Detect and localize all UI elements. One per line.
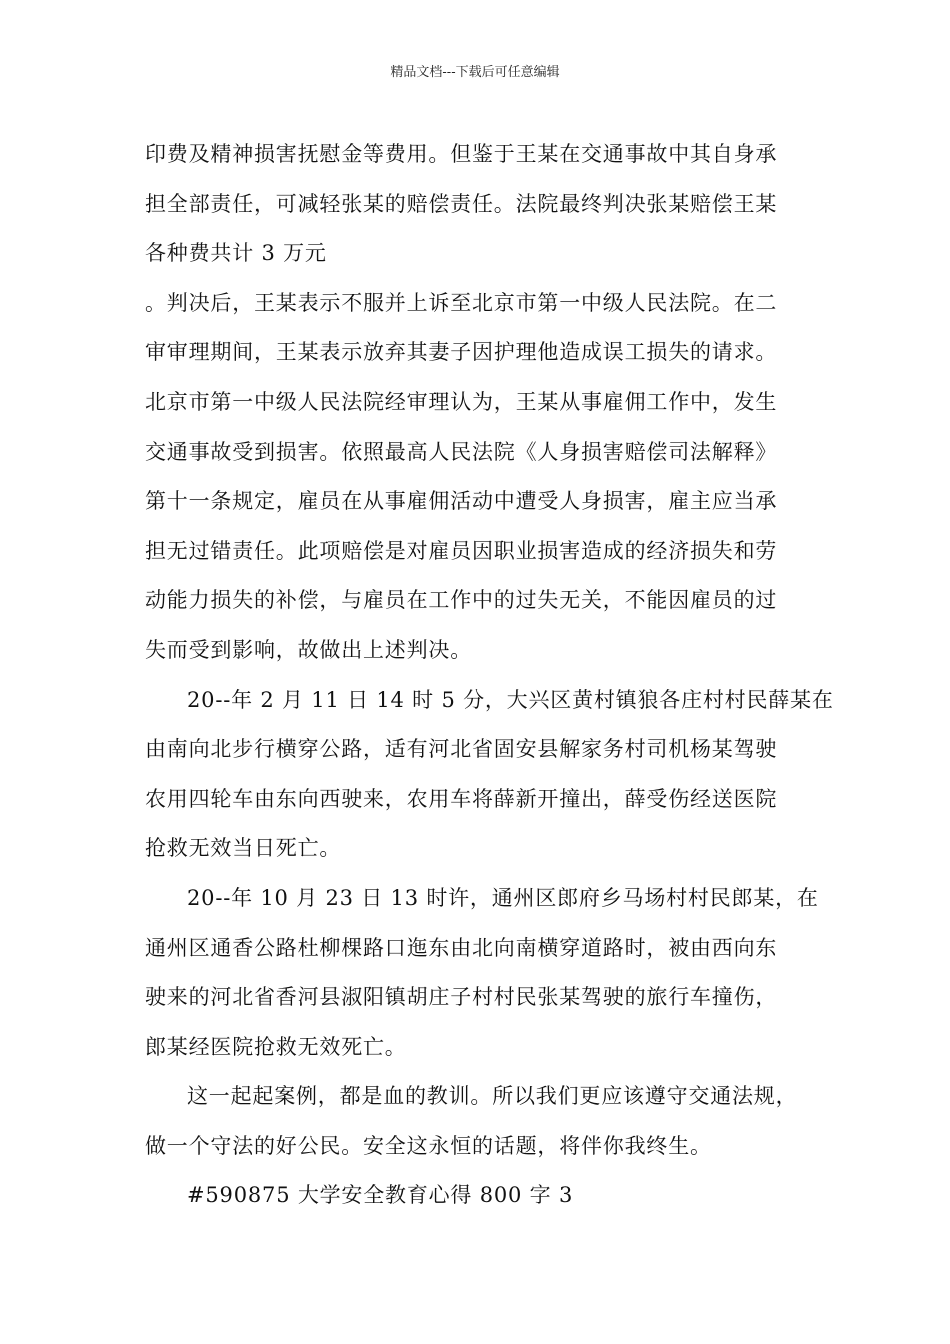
text-line: 由南向北步行横穿公路，适有河北省固安县解家务村司机杨某驾驶 xyxy=(145,737,778,762)
text-line: 失而受到影响，故做出上述判决。 xyxy=(145,637,472,662)
text-line: 农用四轮车由东向西驶来，农用车将薛新开撞出，薛受伤经送医院 xyxy=(145,786,778,811)
document-body xyxy=(145,130,845,1221)
paragraph-first-line: 这一起起案例，都是血的教训。所以我们更应该遵守交通法规， xyxy=(187,1084,798,1109)
text-line: 驶来的河北省香河县淑阳镇胡庄子村村民张某驾驶的旅行车撞伤， xyxy=(145,985,778,1010)
paragraph-first-line: 20--年 10 月 23 日 13 时许，通州区郎府乡马场村村民郎某，在 xyxy=(187,885,819,910)
text-line: 印费及精神损害抚慰金等费用。但鉴于王某在交通事故中其自身承 xyxy=(145,142,778,166)
text-line: 第十一条规定，雇员在从事雇佣活动中遭受人身损害，雇主应当承 xyxy=(145,489,778,514)
text-line: 抢救无效当日死亡。 xyxy=(145,836,342,861)
text-line: 交通事故受到损害。依照最高人民法院《人身损害赔偿司法解释》 xyxy=(145,439,778,464)
section-heading: #590875 大学安全教育心得 800 字 3 xyxy=(187,1183,574,1208)
text-line: 动能力损失的补偿，与雇员在工作中的过失无关，不能因雇员的过 xyxy=(145,588,778,613)
text-line: 。判决后，王某表示不服并上诉至北京市第一中级人民法院。在二 xyxy=(145,290,778,315)
text-line: 担无过错责任。此项赔偿是对雇员因职业损害造成的经济损失和劳 xyxy=(145,538,778,563)
paragraph-first-line: 20--年 2 月 11 日 14 时 5 分，大兴区黄村镇狼各庄村村民薛某在 xyxy=(187,687,834,712)
text-line: 做一个守法的好公民。安全这永恒的话题，将伴你我终生。 xyxy=(145,1133,712,1158)
text-line: 郎某经医院抢救无效死亡。 xyxy=(145,1034,407,1059)
page-header: 精品文档---下载后可任意编辑 xyxy=(390,65,560,80)
text-line: 审审理期间，王某表示放弃其妻子因护理他造成误工损失的请求。 xyxy=(145,340,778,365)
text-line: 各种费共计 3 万元 xyxy=(145,241,327,266)
text-line: 担全部责任，可减轻张某的赔偿责任。法院最终判决张某赔偿王某 xyxy=(145,191,778,216)
text-line: 通州区通香公路杜柳棵路口迤东由北向南横穿道路时，被由西向东 xyxy=(145,935,778,960)
text-line: 北京市第一中级人民法院经审理认为，王某从事雇佣工作中，发生 xyxy=(145,389,778,414)
